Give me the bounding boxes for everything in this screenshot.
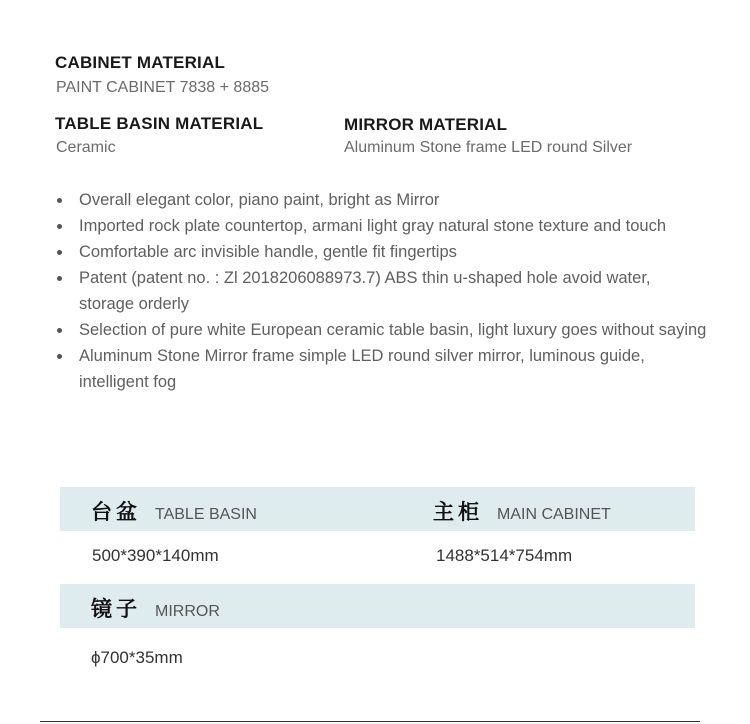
feature-list bbox=[55, 187, 710, 395]
feature-text: Overall elegant color, piano paint, bright as Mirror bbox=[79, 191, 440, 209]
table-basin-en-label: TABLE BASIN bbox=[155, 506, 257, 523]
bullet-icon bbox=[57, 198, 62, 203]
feature-item bbox=[55, 343, 710, 395]
spec-cabinet-heading: CABINET MATERIAL bbox=[55, 53, 226, 72]
bullet-icon bbox=[57, 250, 62, 255]
spec-basin-value: Ceramic bbox=[56, 139, 116, 156]
bullet-icon bbox=[57, 354, 62, 359]
main-cabinet-en-label: MAIN CABINET bbox=[497, 506, 611, 523]
mirror-dimensions: ϕ700*35mm bbox=[91, 648, 183, 667]
feature-text: Aluminum Stone Mirror frame simple LED round silver mirror, luminous guide, intelligent fog bbox=[79, 347, 645, 391]
feature-item bbox=[55, 265, 710, 317]
bottom-divider bbox=[40, 721, 700, 722]
feature-text: Imported rock plate countertop, armani light gray natural stone texture and touch bbox=[79, 217, 666, 235]
main-cabinet-title bbox=[433, 496, 611, 526]
table-basin-title bbox=[91, 496, 257, 526]
spec-mirror-heading: MIRROR MATERIAL bbox=[344, 115, 508, 134]
bullet-icon bbox=[57, 328, 62, 333]
mirror-cn-label: 镜子 bbox=[91, 597, 141, 621]
feature-text: Patent (patent no. : Zl 2018206088973.7) ABS thin u-shaped hole avoid water, storage orderly bbox=[79, 269, 651, 313]
spec-basin-heading: TABLE BASIN MATERIAL bbox=[55, 114, 264, 133]
table-basin-cn-label: 台盆 bbox=[91, 500, 141, 524]
spec-mirror-value: Aluminum Stone frame LED round Silver bbox=[344, 139, 633, 156]
main-cabinet-dimensions: 1488*514*754mm bbox=[436, 546, 573, 565]
feature-item bbox=[55, 239, 710, 265]
feature-item bbox=[55, 213, 710, 239]
bullet-icon bbox=[57, 276, 62, 281]
feature-text: Selection of pure white European ceramic table basin, light luxury goes without saying bbox=[79, 321, 707, 339]
main-cabinet-cn-label: 主柜 bbox=[433, 500, 483, 524]
bullet-icon bbox=[57, 224, 62, 229]
feature-text: Comfortable arc invisible handle, gentle fit fingertips bbox=[79, 243, 457, 261]
feature-item bbox=[55, 187, 710, 213]
mirror-title bbox=[91, 593, 220, 623]
table-basin-dimensions: 500*390*140mm bbox=[92, 546, 219, 565]
feature-item bbox=[55, 317, 710, 343]
spec-cabinet-value: PAINT CABINET 7838 + 8885 bbox=[56, 79, 270, 96]
mirror-en-label: MIRROR bbox=[155, 603, 220, 620]
